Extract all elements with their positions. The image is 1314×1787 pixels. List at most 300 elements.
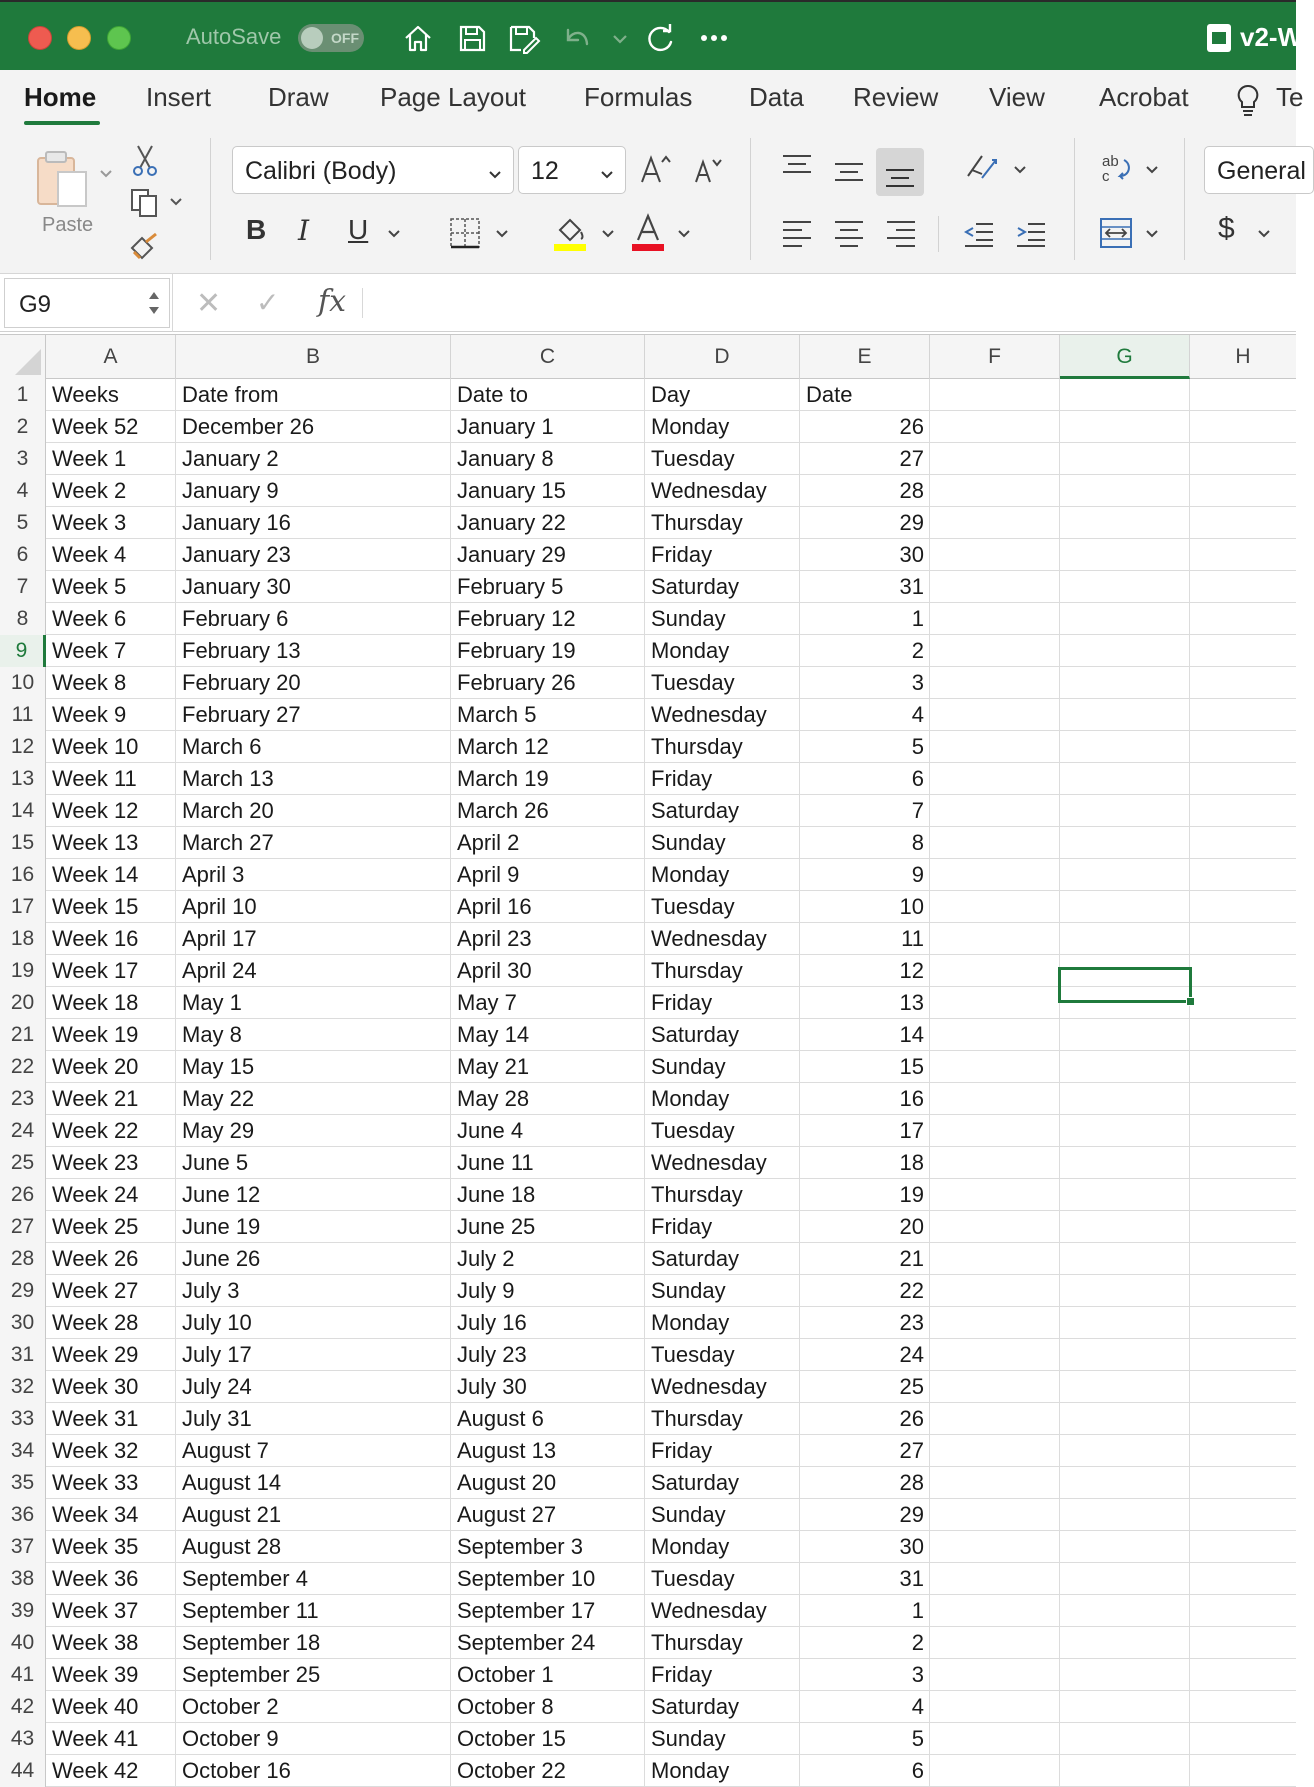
row-header[interactable]: 14 [0, 795, 46, 827]
row-header[interactable]: 32 [0, 1371, 46, 1403]
copy-icon[interactable] [128, 186, 162, 220]
cell[interactable]: Week 8 [46, 667, 176, 699]
cell[interactable]: 28 [800, 1467, 930, 1499]
cell[interactable]: Friday [645, 987, 800, 1019]
cell[interactable]: Week 34 [46, 1499, 176, 1531]
paste-icon[interactable] [32, 148, 96, 212]
row-header[interactable]: 23 [0, 1083, 46, 1115]
text-orientation-icon[interactable] [962, 148, 1002, 186]
minimize-window-button[interactable] [67, 26, 91, 50]
cell[interactable]: August 20 [451, 1467, 645, 1499]
cell[interactable]: 13 [800, 987, 930, 1019]
cell[interactable]: 9 [800, 859, 930, 891]
cell[interactable] [1060, 859, 1190, 891]
cell[interactable]: 6 [800, 763, 930, 795]
cell[interactable]: 29 [800, 507, 930, 539]
cell[interactable] [1060, 795, 1190, 827]
cell[interactable]: July 10 [176, 1307, 451, 1339]
row-header[interactable]: 18 [0, 923, 46, 955]
cell[interactable] [1190, 1179, 1296, 1211]
cell[interactable]: January 30 [176, 571, 451, 603]
row-header[interactable]: 35 [0, 1467, 46, 1499]
cell[interactable] [930, 1627, 1060, 1659]
cell[interactable] [930, 1019, 1060, 1051]
cell[interactable]: August 14 [176, 1467, 451, 1499]
cell[interactable]: February 26 [451, 667, 645, 699]
row-header[interactable]: 25 [0, 1147, 46, 1179]
cell[interactable]: Date to [451, 379, 645, 411]
cell[interactable]: June 19 [176, 1211, 451, 1243]
cell[interactable] [1060, 699, 1190, 731]
cell[interactable]: Saturday [645, 1243, 800, 1275]
tab-page-layout[interactable]: Page Layout [380, 82, 527, 112]
row-header[interactable]: 36 [0, 1499, 46, 1531]
cell[interactable] [930, 1083, 1060, 1115]
cell[interactable]: Friday [645, 1659, 800, 1691]
cell[interactable] [1060, 539, 1190, 571]
cell[interactable]: Week 9 [46, 699, 176, 731]
cell[interactable] [930, 1723, 1060, 1755]
cell[interactable]: Week 30 [46, 1371, 176, 1403]
cell[interactable]: 6 [800, 1755, 930, 1787]
cell[interactable]: 2 [800, 1627, 930, 1659]
cell[interactable]: Monday [645, 1307, 800, 1339]
row-header[interactable]: 2 [0, 411, 46, 443]
currency-format-button[interactable]: $ [1218, 212, 1235, 245]
cell[interactable]: June 25 [451, 1211, 645, 1243]
cell[interactable]: Monday [645, 1083, 800, 1115]
row-header[interactable]: 1 [0, 379, 46, 411]
cell[interactable]: Monday [645, 1531, 800, 1563]
cell[interactable]: Week 13 [46, 827, 176, 859]
cell[interactable]: Wednesday [645, 1147, 800, 1179]
cell[interactable] [1190, 1211, 1296, 1243]
row-header[interactable]: 37 [0, 1531, 46, 1563]
tab-data[interactable]: Data [749, 82, 804, 112]
close-window-button[interactable] [28, 26, 52, 50]
cell[interactable]: March 13 [176, 763, 451, 795]
cell[interactable] [1060, 1211, 1190, 1243]
cell[interactable]: 24 [800, 1339, 930, 1371]
cell[interactable]: January 15 [451, 475, 645, 507]
cell[interactable]: May 22 [176, 1083, 451, 1115]
cell[interactable] [1190, 571, 1296, 603]
home-icon[interactable] [398, 18, 438, 58]
zoom-window-button[interactable] [107, 26, 131, 50]
merge-center-icon[interactable] [1098, 216, 1134, 250]
cell[interactable]: Week 38 [46, 1627, 176, 1659]
text-orientation-dropdown-icon[interactable] [1012, 162, 1028, 178]
column-header-f[interactable]: F [930, 335, 1060, 379]
tab-acrobat[interactable]: Acrobat [1099, 82, 1189, 112]
cell[interactable]: Monday [645, 411, 800, 443]
cell[interactable] [1190, 539, 1296, 571]
cell[interactable]: Wednesday [645, 699, 800, 731]
row-header[interactable]: 17 [0, 891, 46, 923]
cell[interactable]: September 3 [451, 1531, 645, 1563]
cell[interactable] [930, 1467, 1060, 1499]
cell[interactable] [1190, 1723, 1296, 1755]
cell[interactable]: Thursday [645, 1403, 800, 1435]
cell[interactable]: February 20 [176, 667, 451, 699]
cell[interactable]: Thursday [645, 1627, 800, 1659]
cell[interactable]: March 26 [451, 795, 645, 827]
cell[interactable] [1060, 1627, 1190, 1659]
cell[interactable]: Week 27 [46, 1275, 176, 1307]
cell[interactable]: March 6 [176, 731, 451, 763]
cell[interactable] [1190, 1691, 1296, 1723]
cell[interactable]: Week 39 [46, 1659, 176, 1691]
cell[interactable] [1060, 1531, 1190, 1563]
cell[interactable]: 31 [800, 1563, 930, 1595]
cell[interactable] [1060, 667, 1190, 699]
cell[interactable]: Friday [645, 539, 800, 571]
cell[interactable]: 5 [800, 731, 930, 763]
cell[interactable]: Week 33 [46, 1467, 176, 1499]
cell[interactable]: January 2 [176, 443, 451, 475]
cell[interactable]: July 9 [451, 1275, 645, 1307]
cell[interactable] [930, 731, 1060, 763]
cell[interactable] [930, 475, 1060, 507]
cell[interactable]: May 21 [451, 1051, 645, 1083]
cell[interactable]: Friday [645, 1435, 800, 1467]
cell[interactable]: December 26 [176, 411, 451, 443]
cell[interactable]: Week 7 [46, 635, 176, 667]
autosave-toggle[interactable] [298, 24, 364, 52]
cell[interactable]: 25 [800, 1371, 930, 1403]
cell[interactable] [930, 1435, 1060, 1467]
cell[interactable]: 3 [800, 1659, 930, 1691]
cell[interactable]: 3 [800, 667, 930, 699]
cell[interactable]: August 6 [451, 1403, 645, 1435]
cell[interactable] [1190, 763, 1296, 795]
cell[interactable]: July 24 [176, 1371, 451, 1403]
cell[interactable]: May 8 [176, 1019, 451, 1051]
cell[interactable]: January 1 [451, 411, 645, 443]
cell[interactable]: Week 28 [46, 1307, 176, 1339]
cell[interactable]: April 2 [451, 827, 645, 859]
cell[interactable]: September 10 [451, 1563, 645, 1595]
cell[interactable]: Saturday [645, 571, 800, 603]
cell[interactable] [1060, 763, 1190, 795]
bold-button[interactable]: B [246, 214, 267, 245]
cell[interactable]: April 10 [176, 891, 451, 923]
cell[interactable]: Day [645, 379, 800, 411]
cell[interactable]: Tuesday [645, 1115, 800, 1147]
cell[interactable]: Tuesday [645, 1339, 800, 1371]
cell[interactable]: Week 19 [46, 1019, 176, 1051]
row-header[interactable]: 44 [0, 1755, 46, 1787]
row-header[interactable]: 11 [0, 699, 46, 731]
cell[interactable] [1190, 859, 1296, 891]
cell[interactable]: 21 [800, 1243, 930, 1275]
row-header[interactable]: 40 [0, 1627, 46, 1659]
cell[interactable]: September 17 [451, 1595, 645, 1627]
row-header[interactable]: 3 [0, 443, 46, 475]
lightbulb-icon[interactable] [1232, 80, 1264, 120]
cell[interactable]: 16 [800, 1083, 930, 1115]
cell[interactable]: Saturday [645, 1019, 800, 1051]
cell[interactable]: May 7 [451, 987, 645, 1019]
cell[interactable] [1060, 1179, 1190, 1211]
number-format-select[interactable] [1204, 146, 1314, 194]
cell[interactable]: 8 [800, 827, 930, 859]
cell[interactable]: Week 6 [46, 603, 176, 635]
cell[interactable] [930, 1531, 1060, 1563]
row-header[interactable]: 12 [0, 731, 46, 763]
cell[interactable]: Sunday [645, 1275, 800, 1307]
cell[interactable]: Thursday [645, 731, 800, 763]
cell[interactable]: 30 [800, 539, 930, 571]
cell[interactable] [1190, 1339, 1296, 1371]
cell[interactable]: Week 22 [46, 1115, 176, 1147]
cell[interactable]: Week 42 [46, 1755, 176, 1787]
tab-draw[interactable]: Draw [268, 82, 329, 112]
cell[interactable]: 17 [800, 1115, 930, 1147]
fill-color-icon[interactable] [552, 212, 588, 252]
cell[interactable] [1060, 1403, 1190, 1435]
cell[interactable]: Sunday [645, 1499, 800, 1531]
cell[interactable] [930, 1403, 1060, 1435]
cell[interactable]: September 24 [451, 1627, 645, 1659]
cell[interactable]: February 13 [176, 635, 451, 667]
align-center-icon[interactable] [832, 218, 866, 248]
cell[interactable]: 18 [800, 1147, 930, 1179]
cancel-entry-icon[interactable]: ✕ [196, 287, 222, 320]
cell[interactable]: August 7 [176, 1435, 451, 1467]
cell[interactable] [1060, 1467, 1190, 1499]
cell[interactable]: Week 41 [46, 1723, 176, 1755]
cell[interactable]: 27 [800, 1435, 930, 1467]
row-header[interactable]: 8 [0, 603, 46, 635]
cell[interactable]: 27 [800, 443, 930, 475]
decrease-indent-icon[interactable] [962, 218, 996, 248]
cell[interactable] [1060, 1499, 1190, 1531]
cell[interactable]: October 2 [176, 1691, 451, 1723]
cell[interactable] [1060, 1083, 1190, 1115]
cell[interactable] [930, 411, 1060, 443]
cell[interactable] [930, 1371, 1060, 1403]
cell[interactable]: April 17 [176, 923, 451, 955]
merge-dropdown-icon[interactable] [1144, 226, 1160, 242]
row-header[interactable]: 33 [0, 1403, 46, 1435]
cell[interactable]: Week 10 [46, 731, 176, 763]
cell[interactable]: May 14 [451, 1019, 645, 1051]
cell[interactable] [930, 827, 1060, 859]
cell[interactable]: May 29 [176, 1115, 451, 1147]
cell[interactable] [1190, 1307, 1296, 1339]
borders-icon[interactable] [448, 216, 482, 250]
cell[interactable]: 1 [800, 1595, 930, 1627]
cell[interactable]: August 27 [451, 1499, 645, 1531]
column-header-a[interactable]: A [46, 335, 176, 379]
cell[interactable]: Weeks [46, 379, 176, 411]
cell[interactable]: Week 26 [46, 1243, 176, 1275]
cell[interactable] [1190, 1499, 1296, 1531]
wrap-text-dropdown-icon[interactable] [1144, 162, 1160, 178]
cell[interactable] [1190, 955, 1296, 987]
row-header[interactable]: 34 [0, 1435, 46, 1467]
row-header[interactable]: 4 [0, 475, 46, 507]
cell[interactable]: January 29 [451, 539, 645, 571]
cell[interactable]: April 3 [176, 859, 451, 891]
cell[interactable] [930, 795, 1060, 827]
redo-icon[interactable] [640, 18, 680, 58]
cell[interactable]: September 4 [176, 1563, 451, 1595]
cell[interactable] [930, 955, 1060, 987]
cell[interactable]: 26 [800, 411, 930, 443]
row-header[interactable]: 30 [0, 1307, 46, 1339]
cell[interactable]: April 9 [451, 859, 645, 891]
tab-review[interactable]: Review [853, 82, 939, 112]
align-middle-icon[interactable] [832, 158, 866, 188]
cell[interactable]: October 1 [451, 1659, 645, 1691]
cell[interactable] [930, 443, 1060, 475]
italic-button[interactable]: I [298, 214, 310, 247]
align-top-icon[interactable] [780, 152, 814, 182]
cell[interactable]: March 12 [451, 731, 645, 763]
paste-dropdown-icon[interactable] [98, 166, 114, 182]
cell[interactable] [930, 1275, 1060, 1307]
cell[interactable] [1060, 827, 1190, 859]
cell[interactable] [1190, 1659, 1296, 1691]
cell[interactable] [930, 1115, 1060, 1147]
cell[interactable] [930, 1147, 1060, 1179]
cell[interactable] [1190, 1019, 1296, 1051]
cell[interactable]: May 1 [176, 987, 451, 1019]
cell[interactable] [930, 539, 1060, 571]
cell[interactable]: Wednesday [645, 1371, 800, 1403]
cell[interactable] [1190, 1531, 1296, 1563]
cell[interactable] [1190, 1595, 1296, 1627]
cell[interactable]: September 25 [176, 1659, 451, 1691]
cell[interactable] [1190, 1563, 1296, 1595]
cell[interactable]: 2 [800, 635, 930, 667]
cell[interactable]: January 16 [176, 507, 451, 539]
cell[interactable] [1190, 1435, 1296, 1467]
cell[interactable] [1190, 1243, 1296, 1275]
cell[interactable]: Sunday [645, 603, 800, 635]
cell[interactable]: 26 [800, 1403, 930, 1435]
column-header-c[interactable]: C [451, 335, 645, 379]
cell[interactable] [1190, 379, 1296, 411]
cell[interactable] [1060, 1051, 1190, 1083]
row-header[interactable]: 28 [0, 1243, 46, 1275]
column-header-d[interactable]: D [645, 335, 800, 379]
cell[interactable]: Thursday [645, 1179, 800, 1211]
cell[interactable]: January 22 [451, 507, 645, 539]
cell[interactable]: September 11 [176, 1595, 451, 1627]
cell[interactable] [1060, 443, 1190, 475]
row-header[interactable]: 29 [0, 1275, 46, 1307]
row-header[interactable]: 7 [0, 571, 46, 603]
wrap-text-icon[interactable] [1098, 150, 1134, 186]
cell[interactable]: 11 [800, 923, 930, 955]
row-header[interactable]: 19 [0, 955, 46, 987]
cell[interactable] [1190, 891, 1296, 923]
cell[interactable]: October 8 [451, 1691, 645, 1723]
cut-icon[interactable] [130, 142, 160, 178]
cell[interactable]: Wednesday [645, 475, 800, 507]
row-header[interactable]: 9 [0, 635, 46, 667]
cell[interactable] [1060, 571, 1190, 603]
cell[interactable] [1060, 1755, 1190, 1787]
cell[interactable]: Tuesday [645, 1563, 800, 1595]
cell[interactable]: Saturday [645, 1467, 800, 1499]
cell[interactable] [930, 699, 1060, 731]
cell[interactable] [930, 1659, 1060, 1691]
cell[interactable]: Friday [645, 763, 800, 795]
cell[interactable] [930, 379, 1060, 411]
format-painter-icon[interactable] [128, 230, 162, 262]
cell[interactable]: Date from [176, 379, 451, 411]
cell[interactable] [1190, 1371, 1296, 1403]
cell[interactable]: Week 21 [46, 1083, 176, 1115]
cell[interactable]: Week 24 [46, 1179, 176, 1211]
borders-dropdown-icon[interactable] [494, 226, 510, 242]
cell[interactable] [1060, 1371, 1190, 1403]
cell[interactable]: July 3 [176, 1275, 451, 1307]
row-header[interactable]: 5 [0, 507, 46, 539]
cell[interactable]: Week 29 [46, 1339, 176, 1371]
tab-home[interactable]: Home [24, 82, 97, 112]
row-header[interactable]: 15 [0, 827, 46, 859]
cell[interactable]: February 5 [451, 571, 645, 603]
cell[interactable] [1190, 1147, 1296, 1179]
cell[interactable] [930, 1563, 1060, 1595]
name-box[interactable] [4, 278, 170, 328]
cell[interactable]: Monday [645, 635, 800, 667]
align-right-icon[interactable] [884, 218, 918, 248]
row-header[interactable]: 31 [0, 1339, 46, 1371]
cell[interactable]: July 30 [451, 1371, 645, 1403]
cell[interactable] [1060, 475, 1190, 507]
cell[interactable] [930, 987, 1060, 1019]
underline-dropdown-icon[interactable] [386, 226, 402, 242]
cell[interactable]: June 12 [176, 1179, 451, 1211]
cell[interactable] [930, 1051, 1060, 1083]
cell[interactable]: Monday [645, 859, 800, 891]
cell[interactable] [1060, 635, 1190, 667]
cell[interactable]: Tuesday [645, 667, 800, 699]
cell[interactable]: Week 52 [46, 411, 176, 443]
cell[interactable]: August 21 [176, 1499, 451, 1531]
cell[interactable] [1060, 603, 1190, 635]
cell[interactable]: March 19 [451, 763, 645, 795]
cell[interactable] [930, 603, 1060, 635]
cell[interactable] [930, 1179, 1060, 1211]
row-header[interactable]: 41 [0, 1659, 46, 1691]
cell[interactable]: Sunday [645, 1051, 800, 1083]
cell[interactable]: 19 [800, 1179, 930, 1211]
cell[interactable]: July 17 [176, 1339, 451, 1371]
cell[interactable]: Week 17 [46, 955, 176, 987]
cell[interactable] [1060, 1115, 1190, 1147]
cell[interactable] [930, 635, 1060, 667]
cell[interactable]: 4 [800, 1691, 930, 1723]
cell[interactable] [1190, 1467, 1296, 1499]
cell[interactable]: February 19 [451, 635, 645, 667]
cell[interactable]: 5 [800, 1723, 930, 1755]
align-left-icon[interactable] [780, 218, 814, 248]
cell[interactable]: Thursday [645, 507, 800, 539]
cell[interactable]: 12 [800, 955, 930, 987]
column-header-g[interactable]: G [1060, 335, 1190, 379]
cell[interactable]: Week 5 [46, 571, 176, 603]
cell[interactable]: 20 [800, 1211, 930, 1243]
cell[interactable] [1190, 1755, 1296, 1787]
cell[interactable]: Week 32 [46, 1435, 176, 1467]
